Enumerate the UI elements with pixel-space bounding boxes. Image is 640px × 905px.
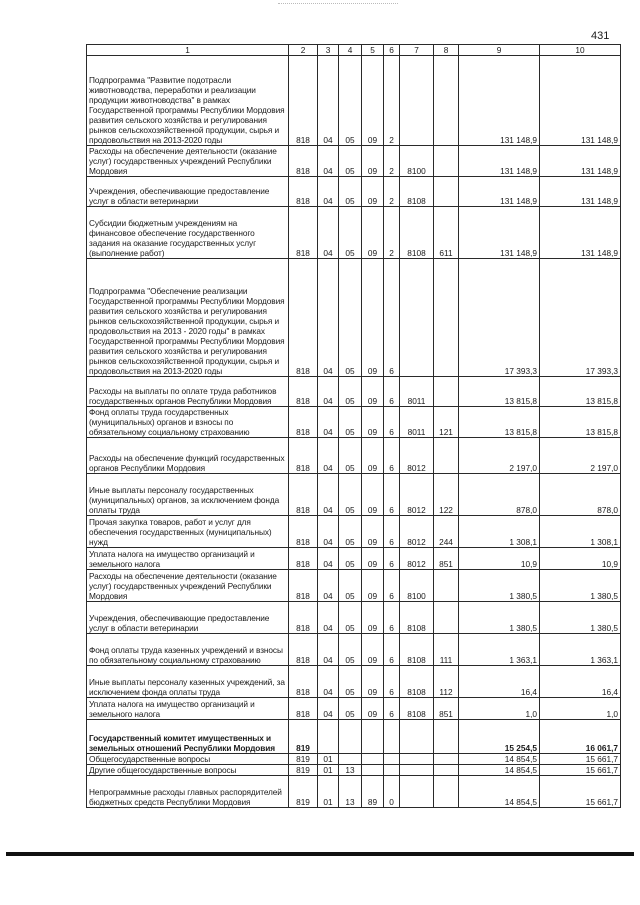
section-code: 04 (318, 377, 339, 407)
subprogram-code: 2 (384, 177, 400, 207)
table-row (87, 754, 621, 765)
expense-type-code: 122 (434, 474, 459, 516)
subsection-code: 05 (339, 407, 362, 438)
amount-year-2: 131 148,9 (540, 177, 621, 207)
expense-type-code: 121 (434, 407, 459, 438)
page-number: 431 (591, 30, 610, 42)
admin-code: 818 (289, 666, 318, 698)
amount-year-1: 2 197,0 (459, 438, 540, 474)
row-name: Субсидии бюджетным учреждениям на финансовое обеспечение государственного задания на оказание государственных услуг (выполнение работ) (87, 207, 289, 259)
subprogram-code: 6 (384, 438, 400, 474)
expense-type-code (434, 56, 459, 146)
subsection-code: 05 (339, 438, 362, 474)
amount-year-2: 17 393,3 (540, 259, 621, 377)
admin-code: 818 (289, 698, 318, 720)
admin-code: 818 (289, 634, 318, 666)
admin-code: 819 (289, 720, 318, 754)
section-code: 04 (318, 666, 339, 698)
column-header-6: 6 (384, 45, 400, 56)
admin-code: 818 (289, 377, 318, 407)
subsection-code: 05 (339, 602, 362, 634)
amount-year-1: 14 854,5 (459, 776, 540, 808)
amount-year-2: 16,4 (540, 666, 621, 698)
item-code: 8012 (400, 474, 434, 516)
expense-type-code (434, 570, 459, 602)
item-code (400, 259, 434, 377)
admin-code: 818 (289, 56, 318, 146)
table-row (87, 765, 621, 776)
row-name: Подпрограмма "Развитие подотрасли животноводства, переработки и реализации продукции животноводства" в рамках Государственной программы Республики Мордовия развития сельского хозяйства и регулирования рынков сельскохозяйственной продукции, сырья и продовольствия на 2013-2020 годы (87, 56, 289, 146)
amount-year-1: 878,0 (459, 474, 540, 516)
expense-type-code (434, 720, 459, 754)
subprogram-code: 6 (384, 570, 400, 602)
expense-type-code (434, 754, 459, 765)
expense-type-code: 244 (434, 516, 459, 548)
table-row (87, 602, 621, 634)
amount-year-1: 1 380,5 (459, 570, 540, 602)
table-row (87, 666, 621, 698)
subsection-code: 13 (339, 765, 362, 776)
item-code (400, 754, 434, 765)
subsection-code: 05 (339, 570, 362, 602)
expense-type-code (434, 377, 459, 407)
subsection-code: 05 (339, 377, 362, 407)
budget-table-frame (86, 44, 620, 808)
row-name: Фонд оплаты труда казенных учреждений и взносы по обязательному социальному страхованию (87, 634, 289, 666)
subprogram-code: 6 (384, 666, 400, 698)
subsection-code (339, 754, 362, 765)
table-row (87, 516, 621, 548)
section-code: 04 (318, 56, 339, 146)
expense-type-code (434, 602, 459, 634)
program-code: 09 (362, 438, 384, 474)
amount-year-1: 16,4 (459, 666, 540, 698)
amount-year-2: 1 363,1 (540, 634, 621, 666)
program-code: 09 (362, 602, 384, 634)
section-code: 04 (318, 474, 339, 516)
section-code: 01 (318, 776, 339, 808)
row-name: Уплата налога на имущество организаций и земельного налога (87, 548, 289, 570)
subsection-code: 05 (339, 548, 362, 570)
program-code: 09 (362, 698, 384, 720)
amount-year-1: 1,0 (459, 698, 540, 720)
program-code (362, 765, 384, 776)
expense-type-code (434, 438, 459, 474)
subsection-code: 13 (339, 776, 362, 808)
amount-year-2: 13 815,8 (540, 407, 621, 438)
program-code: 09 (362, 177, 384, 207)
section-code: 04 (318, 259, 339, 377)
item-code (400, 56, 434, 146)
expense-type-code: 112 (434, 666, 459, 698)
admin-code: 818 (289, 207, 318, 259)
subprogram-code: 6 (384, 474, 400, 516)
program-code: 09 (362, 56, 384, 146)
amount-year-2: 1 380,5 (540, 570, 621, 602)
section-code: 04 (318, 407, 339, 438)
row-name: Иные выплаты персоналу государственных (муниципальных) органов, за исключением фонда оплаты труда (87, 474, 289, 516)
expense-type-code (434, 177, 459, 207)
admin-code: 818 (289, 177, 318, 207)
amount-year-1: 13 815,8 (459, 377, 540, 407)
program-code: 09 (362, 207, 384, 259)
subprogram-code: 6 (384, 407, 400, 438)
section-code: 04 (318, 146, 339, 177)
subsection-code: 05 (339, 474, 362, 516)
section-code: 04 (318, 634, 339, 666)
amount-year-2: 15 661,7 (540, 754, 621, 765)
section-code: 01 (318, 754, 339, 765)
table-row (87, 438, 621, 474)
expense-type-code (434, 259, 459, 377)
subprogram-code: 6 (384, 377, 400, 407)
table-row (87, 259, 621, 377)
subprogram-code: 2 (384, 56, 400, 146)
section-code: 04 (318, 698, 339, 720)
table-row (87, 377, 621, 407)
amount-year-2: 15 661,7 (540, 765, 621, 776)
column-header-10: 10 (540, 45, 621, 56)
admin-code: 818 (289, 516, 318, 548)
program-code: 89 (362, 776, 384, 808)
amount-year-1: 131 148,9 (459, 56, 540, 146)
column-header-8: 8 (434, 45, 459, 56)
amount-year-2: 131 148,9 (540, 207, 621, 259)
subprogram-code: 2 (384, 207, 400, 259)
amount-year-2: 15 661,7 (540, 776, 621, 808)
admin-code: 818 (289, 570, 318, 602)
amount-year-2: 131 148,9 (540, 56, 621, 146)
item-code: 8100 (400, 146, 434, 177)
amount-year-1: 10,9 (459, 548, 540, 570)
item-code: 8108 (400, 634, 434, 666)
admin-code: 818 (289, 474, 318, 516)
table-row (87, 698, 621, 720)
program-code: 09 (362, 146, 384, 177)
table-row (87, 56, 621, 146)
admin-code: 819 (289, 765, 318, 776)
table-body (87, 56, 621, 808)
amount-year-1: 17 393,3 (459, 259, 540, 377)
subsection-code (339, 720, 362, 754)
subsection-code: 05 (339, 259, 362, 377)
amount-year-2: 1 308,1 (540, 516, 621, 548)
column-header-5: 5 (362, 45, 384, 56)
admin-code: 818 (289, 259, 318, 377)
subprogram-code: 6 (384, 548, 400, 570)
column-header-9: 9 (459, 45, 540, 56)
table-row (87, 474, 621, 516)
program-code: 09 (362, 516, 384, 548)
subsection-code: 05 (339, 56, 362, 146)
program-code: 09 (362, 407, 384, 438)
row-name: Расходы на выплаты по оплате труда работников государственных органов Республики Мордовия (87, 377, 289, 407)
section-code: 04 (318, 207, 339, 259)
item-code: 8012 (400, 438, 434, 474)
amount-year-1: 1 363,1 (459, 634, 540, 666)
section-code: 04 (318, 438, 339, 474)
subprogram-code: 2 (384, 146, 400, 177)
amount-year-2: 2 197,0 (540, 438, 621, 474)
program-code: 09 (362, 634, 384, 666)
row-name: Расходы на обеспечение деятельности (оказание услуг) государственных учреждений Республики Мордовия (87, 146, 289, 177)
item-code: 8108 (400, 698, 434, 720)
amount-year-2: 13 815,8 (540, 377, 621, 407)
expense-type-code: 851 (434, 548, 459, 570)
row-name: Непрограммные расходы главных распорядителей бюджетных средств Республики Мордовия (87, 776, 289, 808)
item-code: 8108 (400, 207, 434, 259)
scan-dotted-mark (278, 3, 398, 7)
amount-year-2: 10,9 (540, 548, 621, 570)
amount-year-2: 1,0 (540, 698, 621, 720)
item-code: 8011 (400, 377, 434, 407)
program-code: 09 (362, 474, 384, 516)
row-name: Подпрограмма "Обеспечение реализации Государственной программы Республики Мордовия развития сельского хозяйства и регулирования рынков сельскохозяйственной продукции, сырья и продовольствия на 2013 - 2020 годы" в рамках Государственной программы Республики Мордовия развития сельского хозяйства и регулирования рынков сельскохозяйственной продукции, сырья и продовольствия на 2013-2020 годы (87, 259, 289, 377)
row-name: Другие общегосударственные вопросы (87, 765, 289, 776)
subprogram-code (384, 754, 400, 765)
row-name: Уплата налога на имущество организаций и земельного налога (87, 698, 289, 720)
amount-year-1: 131 148,9 (459, 207, 540, 259)
amount-year-1: 131 148,9 (459, 177, 540, 207)
item-code: 8011 (400, 407, 434, 438)
amount-year-1: 131 148,9 (459, 146, 540, 177)
item-code: 8100 (400, 570, 434, 602)
expense-type-code: 851 (434, 698, 459, 720)
program-code (362, 720, 384, 754)
item-code (400, 765, 434, 776)
section-code: 04 (318, 177, 339, 207)
table-row (87, 407, 621, 438)
budget-table (86, 44, 621, 808)
amount-year-1: 1 380,5 (459, 602, 540, 634)
program-code: 09 (362, 570, 384, 602)
program-code: 09 (362, 377, 384, 407)
subprogram-code (384, 720, 400, 754)
expense-type-code (434, 776, 459, 808)
item-code: 8012 (400, 516, 434, 548)
amount-year-2: 131 148,9 (540, 146, 621, 177)
subprogram-code: 6 (384, 516, 400, 548)
column-header-1: 1 (87, 45, 289, 56)
amount-year-1: 15 254,5 (459, 720, 540, 754)
column-header-4: 4 (339, 45, 362, 56)
row-name: Фонд оплаты труда государственных (муниципальных) органов и взносы по обязательному социальному страхованию (87, 407, 289, 438)
row-name: Иные выплаты персоналу казенных учреждений, за исключением фонда оплаты труда (87, 666, 289, 698)
row-name: Расходы на обеспечение деятельности (оказание услуг) государственных учреждений Республики Мордовия (87, 570, 289, 602)
section-code: 04 (318, 516, 339, 548)
subsection-code: 05 (339, 516, 362, 548)
column-header-2: 2 (289, 45, 318, 56)
expense-type-code: 111 (434, 634, 459, 666)
subprogram-code: 6 (384, 634, 400, 666)
table-row (87, 720, 621, 754)
amount-year-1: 13 815,8 (459, 407, 540, 438)
subsection-code: 05 (339, 698, 362, 720)
row-name: Учреждения, обеспечивающие предоставление услуг в области ветеринарии (87, 602, 289, 634)
table-header-row (87, 45, 621, 56)
subsection-code: 05 (339, 207, 362, 259)
section-code: 04 (318, 602, 339, 634)
item-code: 8012 (400, 548, 434, 570)
footer-rule (6, 852, 634, 856)
table-row (87, 146, 621, 177)
table-row (87, 548, 621, 570)
row-name: Государственный комитет имущественных и земельных отношений Республики Мордовия (87, 720, 289, 754)
table-row (87, 177, 621, 207)
amount-year-2: 1 380,5 (540, 602, 621, 634)
row-name: Учреждения, обеспечивающие предоставление услуг в области ветеринарии (87, 177, 289, 207)
subprogram-code: 6 (384, 602, 400, 634)
program-code (362, 754, 384, 765)
table-row (87, 776, 621, 808)
row-name: Общегосударственные вопросы (87, 754, 289, 765)
admin-code: 819 (289, 754, 318, 765)
subsection-code: 05 (339, 634, 362, 666)
program-code: 09 (362, 548, 384, 570)
item-code (400, 776, 434, 808)
admin-code: 818 (289, 602, 318, 634)
section-code (318, 720, 339, 754)
admin-code: 819 (289, 776, 318, 808)
section-code: 01 (318, 765, 339, 776)
admin-code: 818 (289, 438, 318, 474)
expense-type-code: 611 (434, 207, 459, 259)
subsection-code: 05 (339, 666, 362, 698)
expense-type-code (434, 765, 459, 776)
item-code (400, 720, 434, 754)
table-row (87, 207, 621, 259)
section-code: 04 (318, 570, 339, 602)
subprogram-code: 6 (384, 698, 400, 720)
table-row (87, 634, 621, 666)
program-code: 09 (362, 259, 384, 377)
row-name: Прочая закупка товаров, работ и услуг для обеспечения государственных (муниципальных) нужд (87, 516, 289, 548)
subprogram-code: 6 (384, 259, 400, 377)
column-header-3: 3 (318, 45, 339, 56)
amount-year-1: 14 854,5 (459, 754, 540, 765)
item-code: 8108 (400, 666, 434, 698)
subsection-code: 05 (339, 146, 362, 177)
section-code: 04 (318, 548, 339, 570)
admin-code: 818 (289, 146, 318, 177)
subsection-code: 05 (339, 177, 362, 207)
subprogram-code: 0 (384, 776, 400, 808)
amount-year-2: 16 061,7 (540, 720, 621, 754)
amount-year-1: 1 308,1 (459, 516, 540, 548)
table-row (87, 570, 621, 602)
program-code: 09 (362, 666, 384, 698)
admin-code: 818 (289, 548, 318, 570)
amount-year-2: 878,0 (540, 474, 621, 516)
column-header-7: 7 (400, 45, 434, 56)
admin-code: 818 (289, 407, 318, 438)
item-code: 8108 (400, 602, 434, 634)
subprogram-code (384, 765, 400, 776)
amount-year-1: 14 854,5 (459, 765, 540, 776)
item-code: 8108 (400, 177, 434, 207)
expense-type-code (434, 146, 459, 177)
row-name: Расходы на обеспечение функций государственных органов Республики Мордовия (87, 438, 289, 474)
